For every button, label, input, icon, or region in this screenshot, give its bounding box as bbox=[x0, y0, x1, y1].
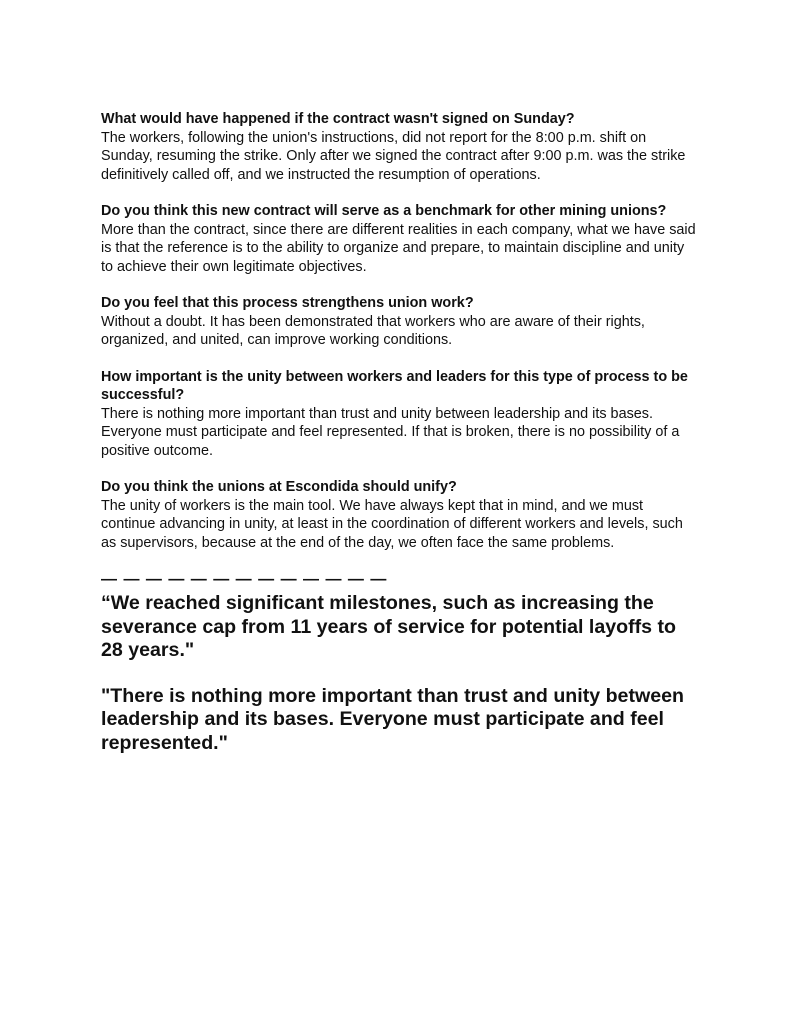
interview-question: How important is the unity between workers and leaders for this type of process to be successful? bbox=[101, 368, 688, 403]
interview-answer: There is nothing more important than trust and unity between leadership and its bases. Everyone must participate and feel represented. If that is broken, there is no possibility of a positive outcome. bbox=[101, 405, 680, 459]
interview-question: Do you think this new contract will serve as a benchmark for other mining unions? bbox=[101, 203, 667, 219]
interview-answer: The unity of workers is the main tool. We have always kept that in mind, and we must continue advancing in unity, at least in the coordination of different workers and levels, such as supervisors, because at the end of the day, we often face the same problems. bbox=[101, 497, 683, 551]
pull-quote-trust-unity: "There is nothing more important than trust and unity between leadership and its bases. Everyone must participate and feel represented." bbox=[101, 684, 684, 754]
interview-answer: The workers, following the union's instructions, did not report for the 8:00 p.m. shift on Sunday, resuming the strike. Only after we signed the contract after 9:00 p.m. was the strike definitively called off, and we instructed the resumption of operations. bbox=[101, 129, 686, 183]
interview-question: Do you think the unions at Escondida should unify? bbox=[101, 479, 457, 495]
qa-block-union-work bbox=[101, 294, 700, 350]
qa-block-benchmark bbox=[101, 202, 700, 276]
qa-block-contract-sunday bbox=[101, 110, 700, 184]
qa-block-unity-importance bbox=[101, 368, 700, 461]
interview-question: What would have happened if the contract wasn't signed on Sunday? bbox=[101, 111, 575, 127]
interview-question: Do you feel that this process strengthens union work? bbox=[101, 295, 474, 311]
qa-block-unify-unions bbox=[101, 478, 700, 552]
interview-answer: More than the contract, since there are different realities in each company, what we have said is that the reference is to the ability to organize and prepare, to maintain discipline and unity to achieve their own legitimate objectives. bbox=[101, 221, 696, 275]
interview-answer: Without a doubt. It has been demonstrated that workers who are aware of their rights, organized, and united, can improve working conditions. bbox=[101, 313, 645, 348]
pull-quote-milestones: “We reached significant milestones, such as increasing the severance cap from 11 years of service for potential layoffs to 28 years." bbox=[101, 592, 676, 661]
dash-separator: — — — — — — — — — — — — — bbox=[101, 571, 388, 588]
